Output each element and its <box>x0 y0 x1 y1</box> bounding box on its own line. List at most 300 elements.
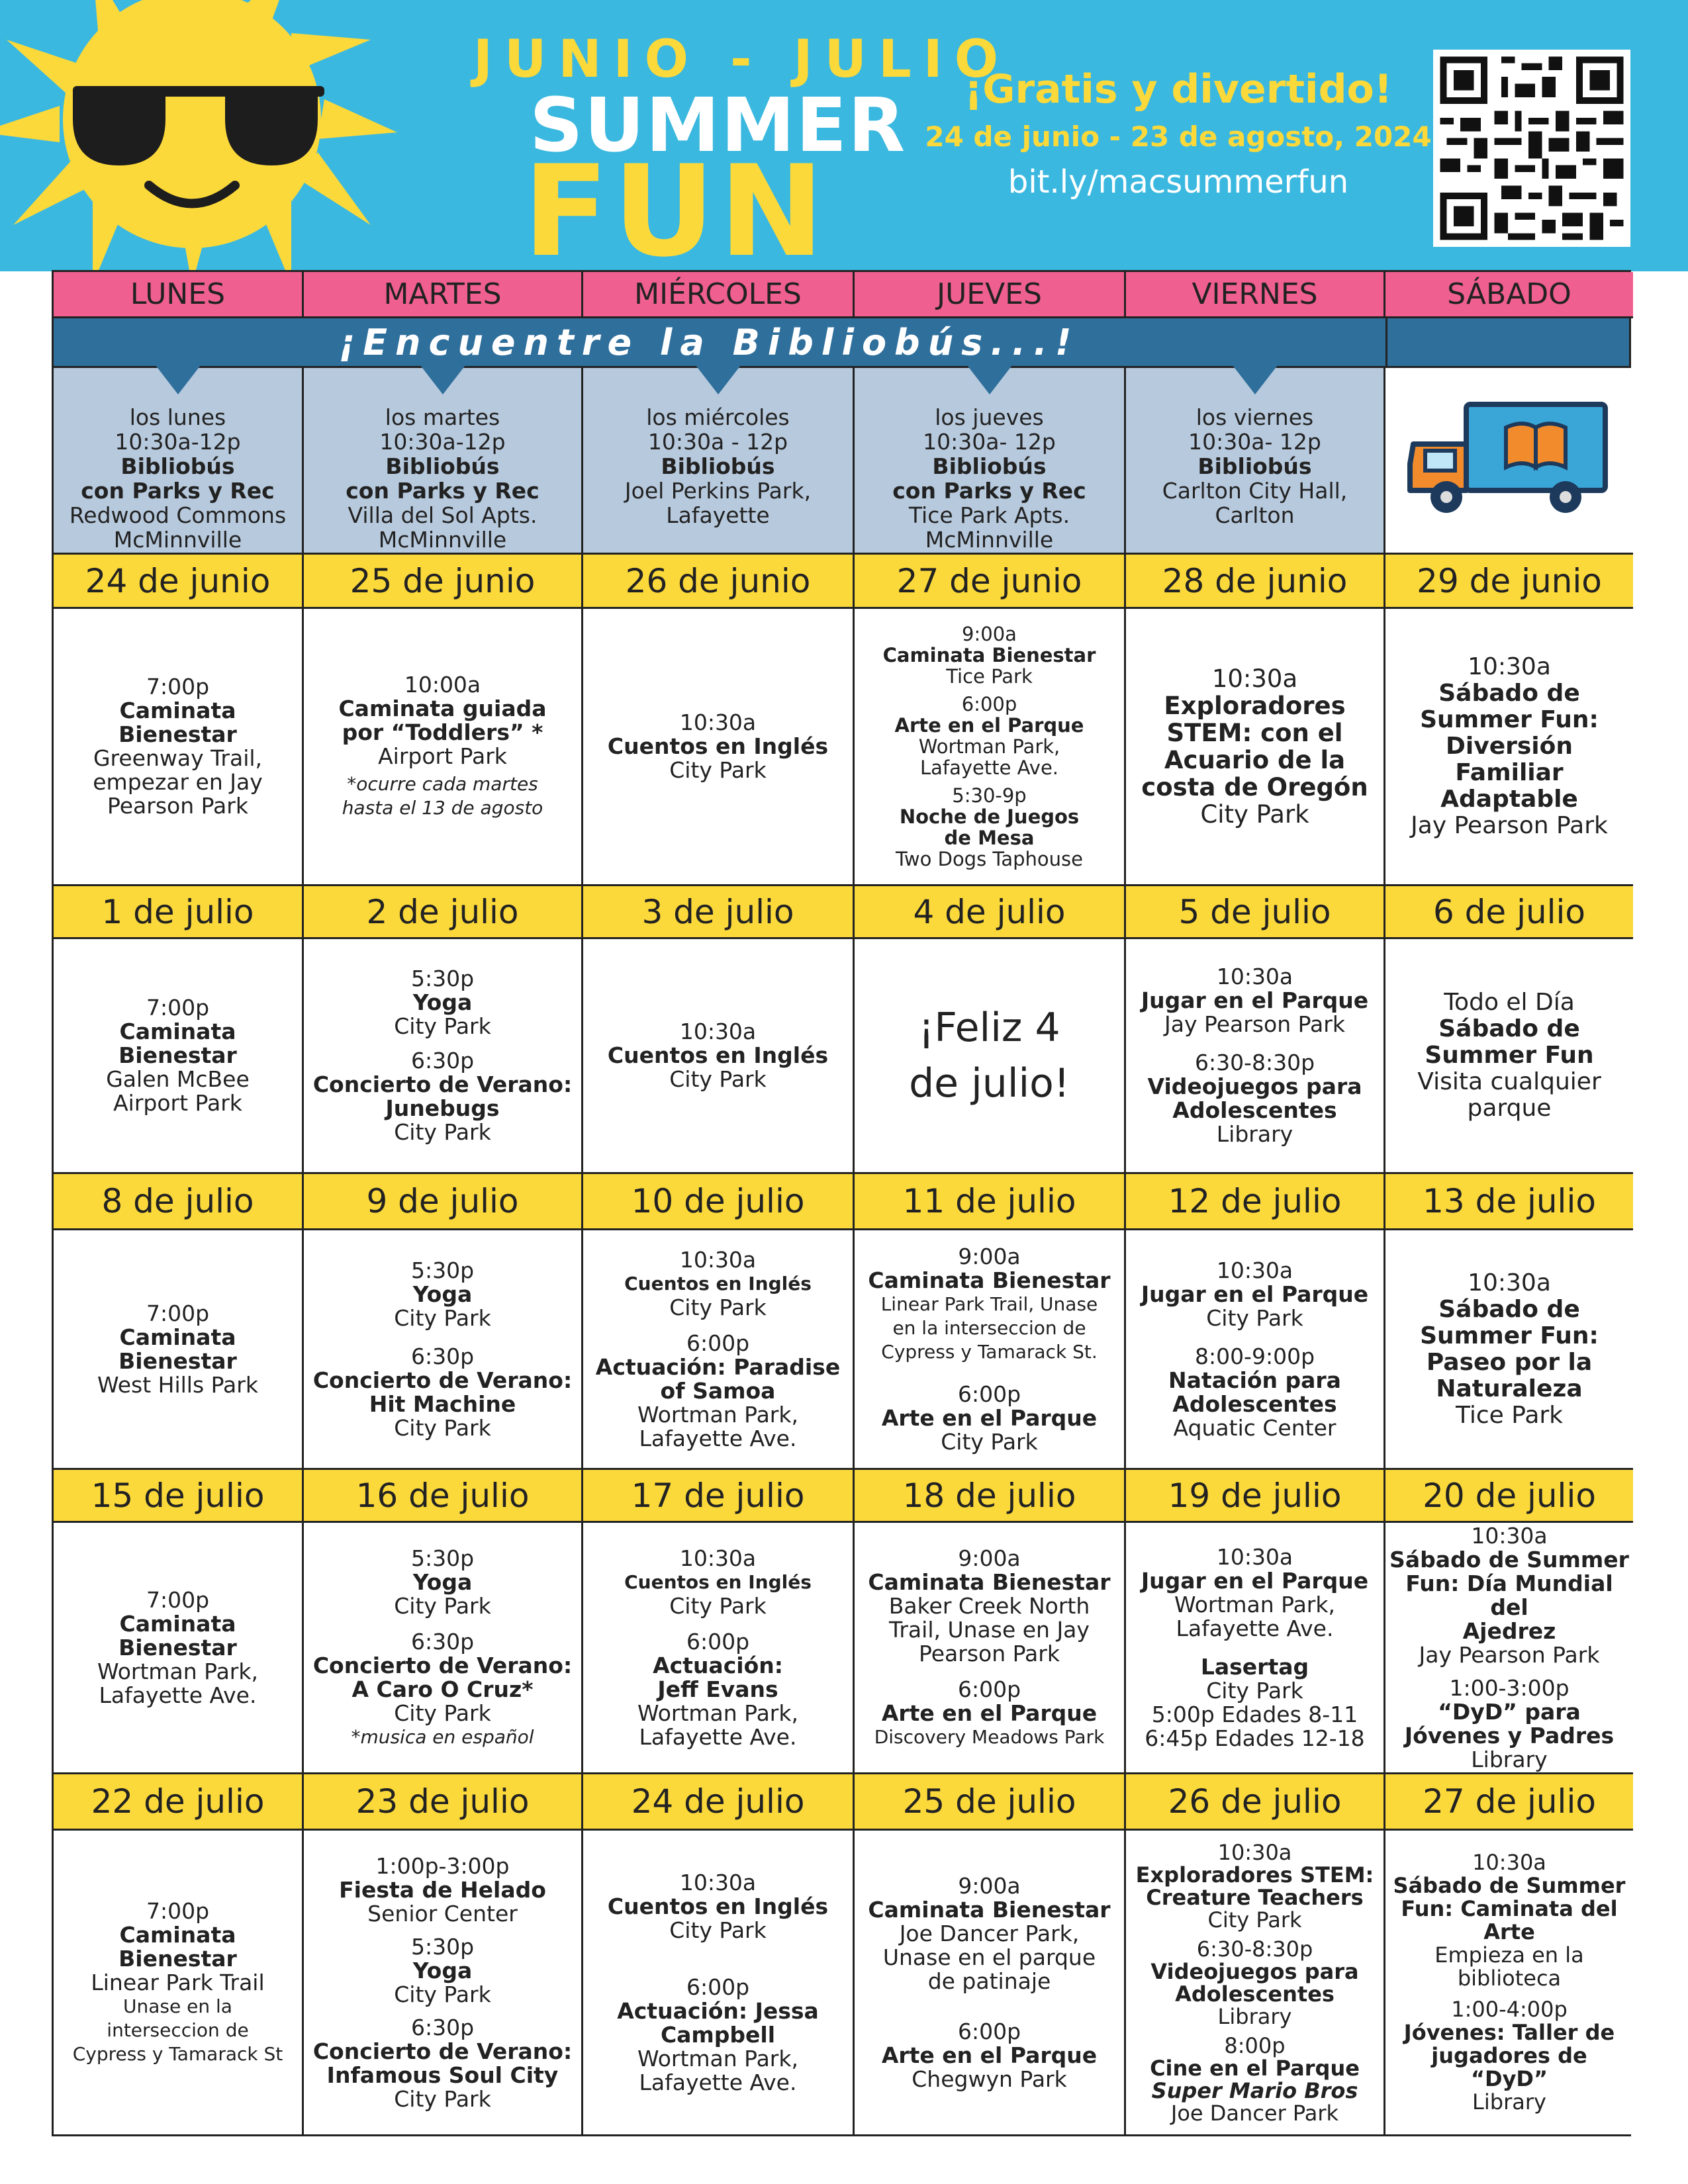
title-summer: SUMMER <box>530 83 907 169</box>
event-location: City Park <box>394 1119 491 1145</box>
event-title: Caminata <box>119 1019 236 1044</box>
event-cell <box>1126 1230 1385 1470</box>
event-location: Lafayette Ave. <box>99 1682 257 1708</box>
date-label: 13 de julio <box>1385 1174 1633 1230</box>
event-time: 1:00-4:00p <box>1451 1997 1568 2022</box>
event-time: 6:00p <box>686 1330 750 1356</box>
event-location: interseccion de <box>107 2019 249 2041</box>
date-label: 8 de julio <box>54 1174 304 1230</box>
event-location: City Park <box>669 757 767 783</box>
event-cell <box>583 1230 855 1470</box>
event-location: Baker Creek North <box>888 1592 1090 1619</box>
event-title: Junebugs <box>385 1095 500 1121</box>
event-title: Exploradores <box>1164 692 1346 720</box>
event-title: Yoga <box>412 989 473 1015</box>
bibliobus-day: los martes <box>385 404 500 430</box>
event-title: Adolescentes <box>1172 1390 1337 1417</box>
bibliobus-cell-thursday <box>855 368 1126 555</box>
short-url-link[interactable]: bit.ly/macsummerfun <box>1008 163 1349 201</box>
holiday-text: de julio! <box>909 1060 1070 1107</box>
event-cell <box>583 609 855 886</box>
event-title: Actuación: Jessa <box>617 1997 819 2024</box>
event-location: Trail, Unase en Jay <box>889 1616 1090 1643</box>
down-arrow-icon <box>1233 365 1278 394</box>
event-time: 10:30a <box>1211 664 1298 693</box>
bibliobus-day: los miércoles <box>646 404 790 430</box>
event-location: de patinaje <box>927 1968 1051 1994</box>
event-location: Joe Dancer Park <box>1170 2100 1339 2126</box>
bibliobus-city: Carlton <box>1215 502 1295 528</box>
event-title: Campbell <box>660 2021 776 2048</box>
event-time: 10:30a <box>1468 1269 1551 1297</box>
event-cell <box>583 939 855 1174</box>
event-location: Empieza en la <box>1434 1942 1584 1968</box>
event-location: Jay Pearson Park <box>1164 1011 1345 1037</box>
bibliobus-day: los lunes <box>129 404 226 430</box>
event-location: City Park <box>394 1414 491 1441</box>
down-arrow-icon <box>967 365 1012 394</box>
event-title: Caminata Bienestar <box>118 698 237 747</box>
bibliobus-day: los jueves <box>935 404 1044 430</box>
event-title: Bienestar <box>118 1634 237 1661</box>
event-cell <box>304 1230 583 1470</box>
date-label: 4 de julio <box>855 886 1126 939</box>
event-title: Concierto de Verano: <box>312 1367 573 1393</box>
event-cell <box>1385 939 1633 1174</box>
event-title: Adolescentes <box>1172 1097 1337 1123</box>
event-title: Cuentos en Inglés <box>607 1042 829 1068</box>
event-time: 10:30a <box>1216 1543 1293 1570</box>
date-label: 23 de julio <box>304 1774 583 1831</box>
event-location: City Park <box>669 1294 767 1320</box>
event-time: 7:00p <box>146 674 210 700</box>
bookmobile-icon <box>1407 398 1612 523</box>
event-title: Caminata <box>119 1610 236 1637</box>
event-time: 7:00p <box>146 1586 210 1613</box>
event-title: costa de Oregón <box>1141 773 1368 801</box>
event-time: 5:30p <box>410 1933 475 1960</box>
bibliobus-city: McMinnville <box>113 527 242 553</box>
event-time: 10:00a <box>404 672 481 698</box>
down-arrow-icon <box>420 365 465 394</box>
event-location: Jay Pearson Park <box>1411 812 1608 839</box>
date-label: 17 de julio <box>583 1470 855 1523</box>
event-title: Caminata guiada <box>338 696 547 721</box>
event-location: City Park <box>394 2085 491 2112</box>
event-time: 10:30a <box>679 1019 757 1044</box>
event-title: Exploradores STEM: <box>1135 1862 1374 1888</box>
event-title: Yoga <box>412 1569 473 1595</box>
event-location: Wortman Park, <box>637 2045 798 2071</box>
event-location: Wortman Park, <box>97 1658 258 1684</box>
event-title: STEM: con el <box>1166 719 1343 747</box>
event-title: Super Mario Bros <box>1151 2077 1358 2103</box>
date-label: 25 de junio <box>304 555 583 609</box>
event-title: Fun: Día Mundial del <box>1405 1570 1613 1620</box>
bibliobus-day: los viernes <box>1196 404 1314 430</box>
event-note: *ocurre cada martes <box>347 773 538 795</box>
event-time: 6:00p <box>961 693 1017 715</box>
down-arrow-icon <box>696 365 741 394</box>
event-location: City Park <box>394 1013 491 1039</box>
event-cell <box>583 1831 855 2134</box>
event-title: Sábado de <box>1438 680 1580 707</box>
event-location: Unase en la <box>123 1995 232 2017</box>
event-location: City Park <box>394 1304 491 1331</box>
event-title: Arte en el Parque <box>894 714 1084 737</box>
event-title: Infamous Soul City <box>326 2062 559 2088</box>
bibliobus-city: McMinnville <box>378 527 507 553</box>
date-label: 2 de julio <box>304 886 583 939</box>
event-location: Joe Dancer Park, <box>899 1920 1080 1946</box>
event-time: 9:00a <box>958 1872 1021 1899</box>
event-title: Actuación: Paradise <box>595 1353 841 1380</box>
bibliobus-title: Bibliobús <box>661 453 775 479</box>
event-time: 10:30a <box>1216 1257 1293 1283</box>
event-title: Jóvenes y Padres <box>1404 1722 1615 1749</box>
event-time: 6:30p <box>410 1048 475 1073</box>
day-header-tuesday: MARTES <box>304 272 583 318</box>
date-range: 24 de junio - 23 de agosto, 2024 <box>925 120 1432 153</box>
event-cell <box>304 1523 583 1774</box>
event-location: Lafayette Ave. <box>639 2069 797 2095</box>
event-time: 9:00a <box>958 1243 1021 1269</box>
date-label: 22 de julio <box>54 1774 304 1831</box>
event-location: Pearson Park <box>919 1640 1060 1666</box>
event-title: Yoga <box>412 1957 473 1983</box>
event-location: Wortman Park, <box>918 735 1060 758</box>
date-label: 3 de julio <box>583 886 855 939</box>
date-label: 11 de julio <box>855 1174 1126 1230</box>
event-title: Hit Machine <box>369 1390 516 1417</box>
event-location: Pearson Park <box>107 793 248 819</box>
date-label: 28 de junio <box>1126 555 1385 609</box>
day-header-friday: VIERNES <box>1126 272 1385 318</box>
event-location: City Park <box>1200 800 1309 829</box>
bibliobus-cell-friday <box>1126 368 1385 555</box>
date-label: 20 de julio <box>1385 1470 1633 1523</box>
event-location: Chegwyn Park <box>912 2066 1067 2092</box>
bibliobus-title: Bibliobús <box>1197 453 1312 479</box>
event-time: 6:30p <box>410 1343 475 1369</box>
event-cell <box>1126 1523 1385 1774</box>
event-title: Jugar en el Parque <box>1141 1567 1369 1594</box>
event-location: City Park <box>394 1981 491 2007</box>
event-title: Caminata Bienestar <box>882 644 1096 666</box>
tagline: ¡Gratis y divertido! <box>964 66 1393 113</box>
event-title: Jugar en el Parque <box>1141 987 1369 1013</box>
event-title: Creature Teachers <box>1146 1884 1364 1910</box>
event-location: Library <box>1472 2089 1546 2115</box>
event-location: Lafayette Ave. <box>1176 1615 1334 1641</box>
event-time: Todo el Día <box>1444 989 1575 1016</box>
event-time: 5:30p <box>410 1257 475 1283</box>
bibliobus-partner: con Parks y Rec <box>81 478 275 504</box>
event-time: 6:30p <box>410 1628 475 1655</box>
event-time: 8:00p <box>1224 2032 1286 2058</box>
event-title: Bienestar <box>118 1042 237 1068</box>
bookmobile-cell <box>1385 368 1633 555</box>
date-label: 29 de junio <box>1385 555 1633 609</box>
event-location: Library <box>1216 1121 1293 1147</box>
event-title: Lasertag <box>1200 1653 1309 1680</box>
bibliobus-partner: con Parks y Rec <box>892 478 1086 504</box>
event-location: Wortman Park, <box>637 1401 798 1428</box>
event-location: Wortman Park, <box>1174 1591 1335 1617</box>
event-title: Summer Fun: <box>1420 1322 1599 1349</box>
event-location: Greenway Trail, <box>93 745 263 771</box>
event-location: Aquatic Center <box>1173 1414 1336 1441</box>
event-cell <box>855 609 1126 886</box>
event-title: Concierto de Verano: <box>312 1071 573 1097</box>
event-title: Acuario de la <box>1164 746 1346 774</box>
event-time: 6:00p <box>686 1628 750 1655</box>
date-label: 16 de julio <box>304 1470 583 1523</box>
bibliobus-city: McMinnville <box>925 527 1054 553</box>
event-location: West Hills Park <box>97 1371 258 1398</box>
event-title: Bienestar <box>118 1347 237 1374</box>
event-time: 9:00a <box>958 1545 1021 1571</box>
event-note: *musica en español <box>351 1725 534 1748</box>
event-location: Cypress y Tamarack St. <box>881 1340 1098 1363</box>
event-title: Concierto de Verano: <box>312 1652 573 1678</box>
event-title: Yoga <box>412 1281 473 1307</box>
event-cell <box>304 609 583 886</box>
event-location: City Park <box>669 1066 767 1092</box>
event-time: 10:30a <box>679 709 757 735</box>
date-label: 26 de junio <box>583 555 855 609</box>
event-location: Discovery Meadows Park <box>874 1725 1105 1748</box>
day-header-wednesday: MIÉRCOLES <box>583 272 855 318</box>
event-cell <box>583 1523 855 1774</box>
event-time: 9:00a <box>962 623 1017 645</box>
event-time: 7:00p <box>146 1897 210 1924</box>
date-label: 1 de julio <box>54 886 304 939</box>
event-title: Natación para <box>1168 1367 1341 1393</box>
event-title: Sábado de <box>1438 1295 1580 1323</box>
event-title: Summer Fun <box>1425 1042 1594 1069</box>
event-location: Library <box>1217 2003 1292 2029</box>
event-title: Cine en el Parque <box>1150 2055 1360 2081</box>
event-title: Summer Fun: <box>1420 706 1599 733</box>
event-title: Jugar en el Parque <box>1141 1281 1369 1307</box>
date-label: 12 de julio <box>1126 1174 1385 1230</box>
date-label: 26 de julio <box>1126 1774 1385 1831</box>
bibliobus-banner-text: ¡Encuentre la Bibliobús...! <box>338 321 1080 363</box>
event-title: Caminata Bienestar <box>868 1896 1111 1923</box>
title-months: JUNIO - JULIO <box>473 30 1011 89</box>
bibliobus-title: Bibliobús <box>385 453 500 479</box>
event-location: City Park <box>1207 1907 1302 1933</box>
event-location: City Park <box>1206 1304 1303 1331</box>
event-title: Actuación: <box>653 1652 783 1678</box>
date-label: 18 de julio <box>855 1470 1126 1523</box>
event-time: 10:30a <box>1216 964 1293 989</box>
banner-divider <box>1385 318 1387 366</box>
bibliobus-cell-tuesday <box>304 368 583 555</box>
event-location: biblioteca <box>1457 1966 1562 1991</box>
event-time: 1:00-3:00p <box>1449 1674 1570 1701</box>
event-title: Cuentos en Inglés <box>607 1893 829 1919</box>
bibliobus-time: 10:30a - 12p <box>647 429 788 455</box>
event-title: Sábado de Summer <box>1393 1873 1626 1898</box>
bibliobus-location: Tice Park Apts. <box>908 502 1070 528</box>
bibliobus-time: 10:30a- 12p <box>1188 429 1321 455</box>
event-title: Videojuegos para <box>1147 1073 1362 1099</box>
event-location: City Park <box>941 1428 1038 1455</box>
event-time: 5:30-9p <box>952 784 1027 807</box>
bibliobus-cell-wednesday <box>583 368 855 555</box>
event-location: empezar en Jay <box>93 769 263 795</box>
event-cell <box>1126 939 1385 1174</box>
event-title: Paseo por la <box>1426 1348 1593 1376</box>
event-title: A Caro O Cruz* <box>352 1676 534 1702</box>
event-cell <box>304 939 583 1174</box>
event-location: parque <box>1467 1095 1552 1122</box>
date-label: 24 de julio <box>583 1774 855 1831</box>
event-time: 1:00p-3:00p <box>375 1852 510 1879</box>
date-label: 27 de junio <box>855 555 1126 609</box>
date-label: 5 de julio <box>1126 886 1385 939</box>
event-cell <box>855 1831 1126 2134</box>
event-title: jugadores de <box>1431 2043 1587 2068</box>
event-note: hasta el 13 de agosto <box>342 797 543 819</box>
event-location: Lafayette Ave. <box>919 756 1059 779</box>
qr-code-icon[interactable] <box>1433 50 1630 247</box>
event-location: Linear Park Trail, Unase <box>880 1293 1098 1315</box>
event-location: Two Dogs Taphouse <box>896 848 1083 870</box>
event-location: City Park <box>394 1592 491 1619</box>
date-label: 9 de julio <box>304 1174 583 1230</box>
header-banner <box>0 0 1688 271</box>
bibliobus-time: 10:30a- 12p <box>923 429 1056 455</box>
event-time: 10:30a <box>679 1545 757 1571</box>
event-location: Airport Park <box>378 743 507 769</box>
event-location: Unase en el parque <box>882 1944 1096 1970</box>
event-title: Videojuegos para <box>1150 1958 1359 1984</box>
event-time: 10:30a <box>1468 653 1551 680</box>
event-location: City Park <box>394 1700 491 1726</box>
event-location: City Park <box>669 1592 767 1619</box>
event-cell <box>1385 1831 1633 2134</box>
event-title: “DyD” <box>1470 2066 1548 2091</box>
title-fun: FUN <box>523 138 829 271</box>
event-location: Airport Park <box>113 1090 242 1116</box>
date-label: 27 de julio <box>1385 1774 1633 1831</box>
event-location: Cypress y Tamarack St <box>72 2042 283 2065</box>
event-time: 10:30a <box>1217 1839 1292 1865</box>
bibliobus-banner <box>54 318 1629 368</box>
event-title: Diversión Familiar <box>1446 733 1573 786</box>
event-title: Naturaleza <box>1436 1375 1583 1402</box>
event-time: 6:00p <box>957 2018 1021 2044</box>
event-time: 8:00-9:00p <box>1194 1343 1315 1369</box>
event-cell <box>855 1230 1126 1470</box>
sun-icon <box>0 0 404 271</box>
event-location: Tice Park <box>1455 1401 1564 1429</box>
event-time: 6:45p Edades 12-18 <box>1145 1725 1365 1751</box>
event-cell <box>54 1831 304 2134</box>
event-title: Jóvenes: Taller de <box>1403 2020 1615 2045</box>
event-cell <box>1126 609 1385 886</box>
bibliobus-location: Joel Perkins Park, <box>624 478 812 504</box>
event-location: Library <box>1471 1746 1548 1772</box>
event-time: 10:30a <box>679 1869 757 1895</box>
event-title: of Samoa <box>660 1377 776 1404</box>
event-title: Noche de Juegos <box>899 805 1080 828</box>
event-time: 10:30a <box>1472 1850 1546 1875</box>
event-location: en la interseccion de <box>892 1316 1086 1339</box>
event-time: 5:00p Edades 8-11 <box>1151 1701 1358 1727</box>
event-title: Arte en el Parque <box>881 2042 1098 2068</box>
bibliobus-partner: con Parks y Rec <box>346 478 539 504</box>
event-location: Wortman Park, <box>637 1700 798 1726</box>
event-title: Sábado de <box>1438 1015 1580 1042</box>
event-title: Concierto de Verano: <box>312 2038 573 2064</box>
bibliobus-time: 10:30a-12p <box>379 429 506 455</box>
bibliobus-location: Carlton City Hall, <box>1162 478 1348 504</box>
date-label: 19 de julio <box>1126 1470 1385 1523</box>
date-label: 10 de julio <box>583 1174 855 1230</box>
event-title: Adaptable <box>1440 786 1578 813</box>
event-title: Cuentos en Inglés <box>624 1272 812 1295</box>
bibliobus-location: Villa del Sol Apts. <box>348 502 538 528</box>
event-title: “DyD” para <box>1438 1698 1581 1725</box>
event-title: Fiesta de Helado <box>339 1876 546 1903</box>
event-title: Caminata Bienestar <box>868 1267 1111 1293</box>
bibliobus-location: Redwood Commons <box>69 502 287 528</box>
event-cell <box>54 1523 304 1774</box>
event-cell <box>54 609 304 886</box>
event-title: Jeff Evans <box>657 1676 778 1702</box>
event-title: Arte en el Parque <box>881 1700 1098 1726</box>
event-title: Caminata Bienestar <box>868 1569 1111 1595</box>
date-label: 25 de julio <box>855 1774 1126 1831</box>
day-header-thursday: JUEVES <box>855 272 1126 318</box>
event-location: Lafayette Ave. <box>639 1723 797 1750</box>
bibliobus-cell-monday <box>54 368 304 555</box>
down-arrow-icon <box>156 365 201 394</box>
event-time: 6:30-8:30p <box>1196 1936 1313 1962</box>
day-header-saturday: SÁBADO <box>1385 272 1633 318</box>
event-title: Ajedrez <box>1462 1617 1556 1644</box>
event-title: Fun: Caminata del <box>1401 1896 1618 1921</box>
event-cell <box>855 1523 1126 1774</box>
event-cell <box>1385 1230 1633 1470</box>
event-title: Cuentos en Inglés <box>607 733 829 759</box>
event-time: 6:30-8:30p <box>1194 1050 1315 1075</box>
event-cell <box>54 1230 304 1470</box>
event-time: 5:30p <box>410 1545 475 1571</box>
event-time: 5:30p <box>410 966 475 991</box>
bibliobus-title: Bibliobús <box>932 453 1047 479</box>
event-cell <box>1385 1523 1633 1774</box>
date-label: 15 de julio <box>54 1470 304 1523</box>
bibliobus-title: Bibliobús <box>120 453 235 479</box>
event-location: City Park <box>1206 1677 1303 1704</box>
event-location: Tice Park <box>946 665 1033 688</box>
event-title: Cuentos en Inglés <box>624 1570 812 1593</box>
bibliobus-city: Lafayette <box>666 502 770 528</box>
event-title: Sábado de Summer <box>1389 1546 1629 1572</box>
event-location: Lafayette Ave. <box>639 1425 797 1451</box>
event-title: de Mesa <box>944 827 1035 849</box>
event-cell <box>1126 1831 1385 2134</box>
holiday-text: ¡Feliz 4 <box>918 1005 1060 1051</box>
event-time: 7:00p <box>146 1300 210 1326</box>
event-location: Linear Park Trail <box>91 1969 265 1995</box>
event-cell <box>54 939 304 1174</box>
